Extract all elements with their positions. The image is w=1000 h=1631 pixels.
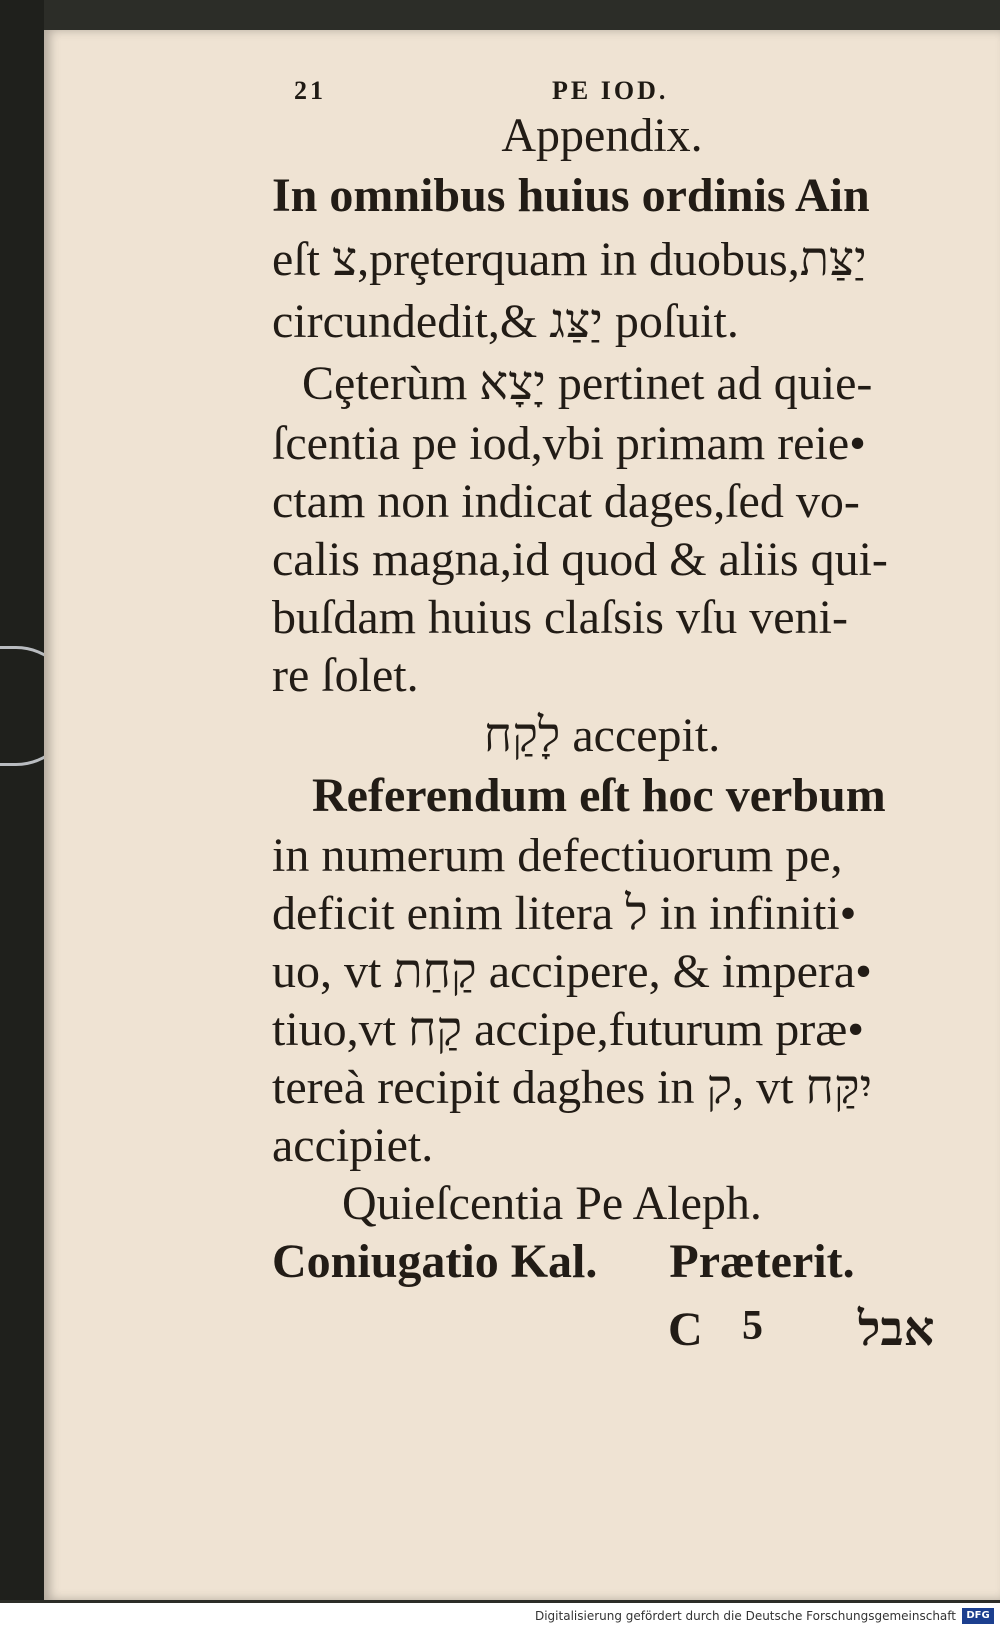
catchword: אבל (858, 1303, 935, 1356)
signature-mark: C (668, 1303, 703, 1356)
section-heading: Quieſcentia Pe Aleph. (342, 1177, 762, 1230)
text-line: accipiet. (272, 1119, 434, 1172)
subheading-line: לָקַח accepit. (483, 709, 721, 762)
text-line: tereà recipit daghes in ק, vt יִקַּח (272, 1061, 873, 1114)
text-line: uo, vt קַחַת accipere, & impera• (272, 945, 872, 998)
text-line: ctam non indicat dages,ſed vo- (272, 475, 860, 528)
text-line: deficit enim litera ל in infiniti• (272, 887, 857, 940)
binding-spine (0, 0, 44, 1600)
text-line: tiuo,vt קַח accipe,futurum præ• (272, 1003, 865, 1056)
text-line: calis magna,id quod & aliis qui- (272, 533, 888, 586)
text-line: Cȩterùm יָצָא pertinet ad quie- (302, 357, 873, 410)
text-line: In omnibus huius ordinis Ain (272, 169, 870, 222)
text-line: Referendum eſt hoc verbum (312, 769, 886, 822)
dfg-logo: DFG (962, 1608, 994, 1624)
text-line: ſcentia pe iod,vbi primam reie• (272, 417, 866, 470)
section-heading: Appendix. (501, 109, 703, 162)
section-heading: Coniugatio Kal. Præterit. (272, 1235, 855, 1288)
funding-credit: Digitalisierung gefördert durch die Deutsche Forschungsgemeinschaft (534, 1609, 956, 1623)
signature-number: 5 (742, 1303, 763, 1349)
footer-bar (0, 1603, 1000, 1631)
text-line: buſdam huius claſsis vſu veni- (272, 591, 848, 644)
text-line: in numerum defectiuorum pe, (272, 829, 843, 882)
page-number: 21 (294, 76, 326, 105)
running-title: PE IOD. (552, 76, 669, 105)
text-line: eſt צ,prȩterquam in duobus,יַצַּת (272, 233, 867, 286)
text-line: circundedit,& יַצַּג poſuit. (272, 295, 739, 348)
text-line: re ſolet. (272, 649, 419, 702)
